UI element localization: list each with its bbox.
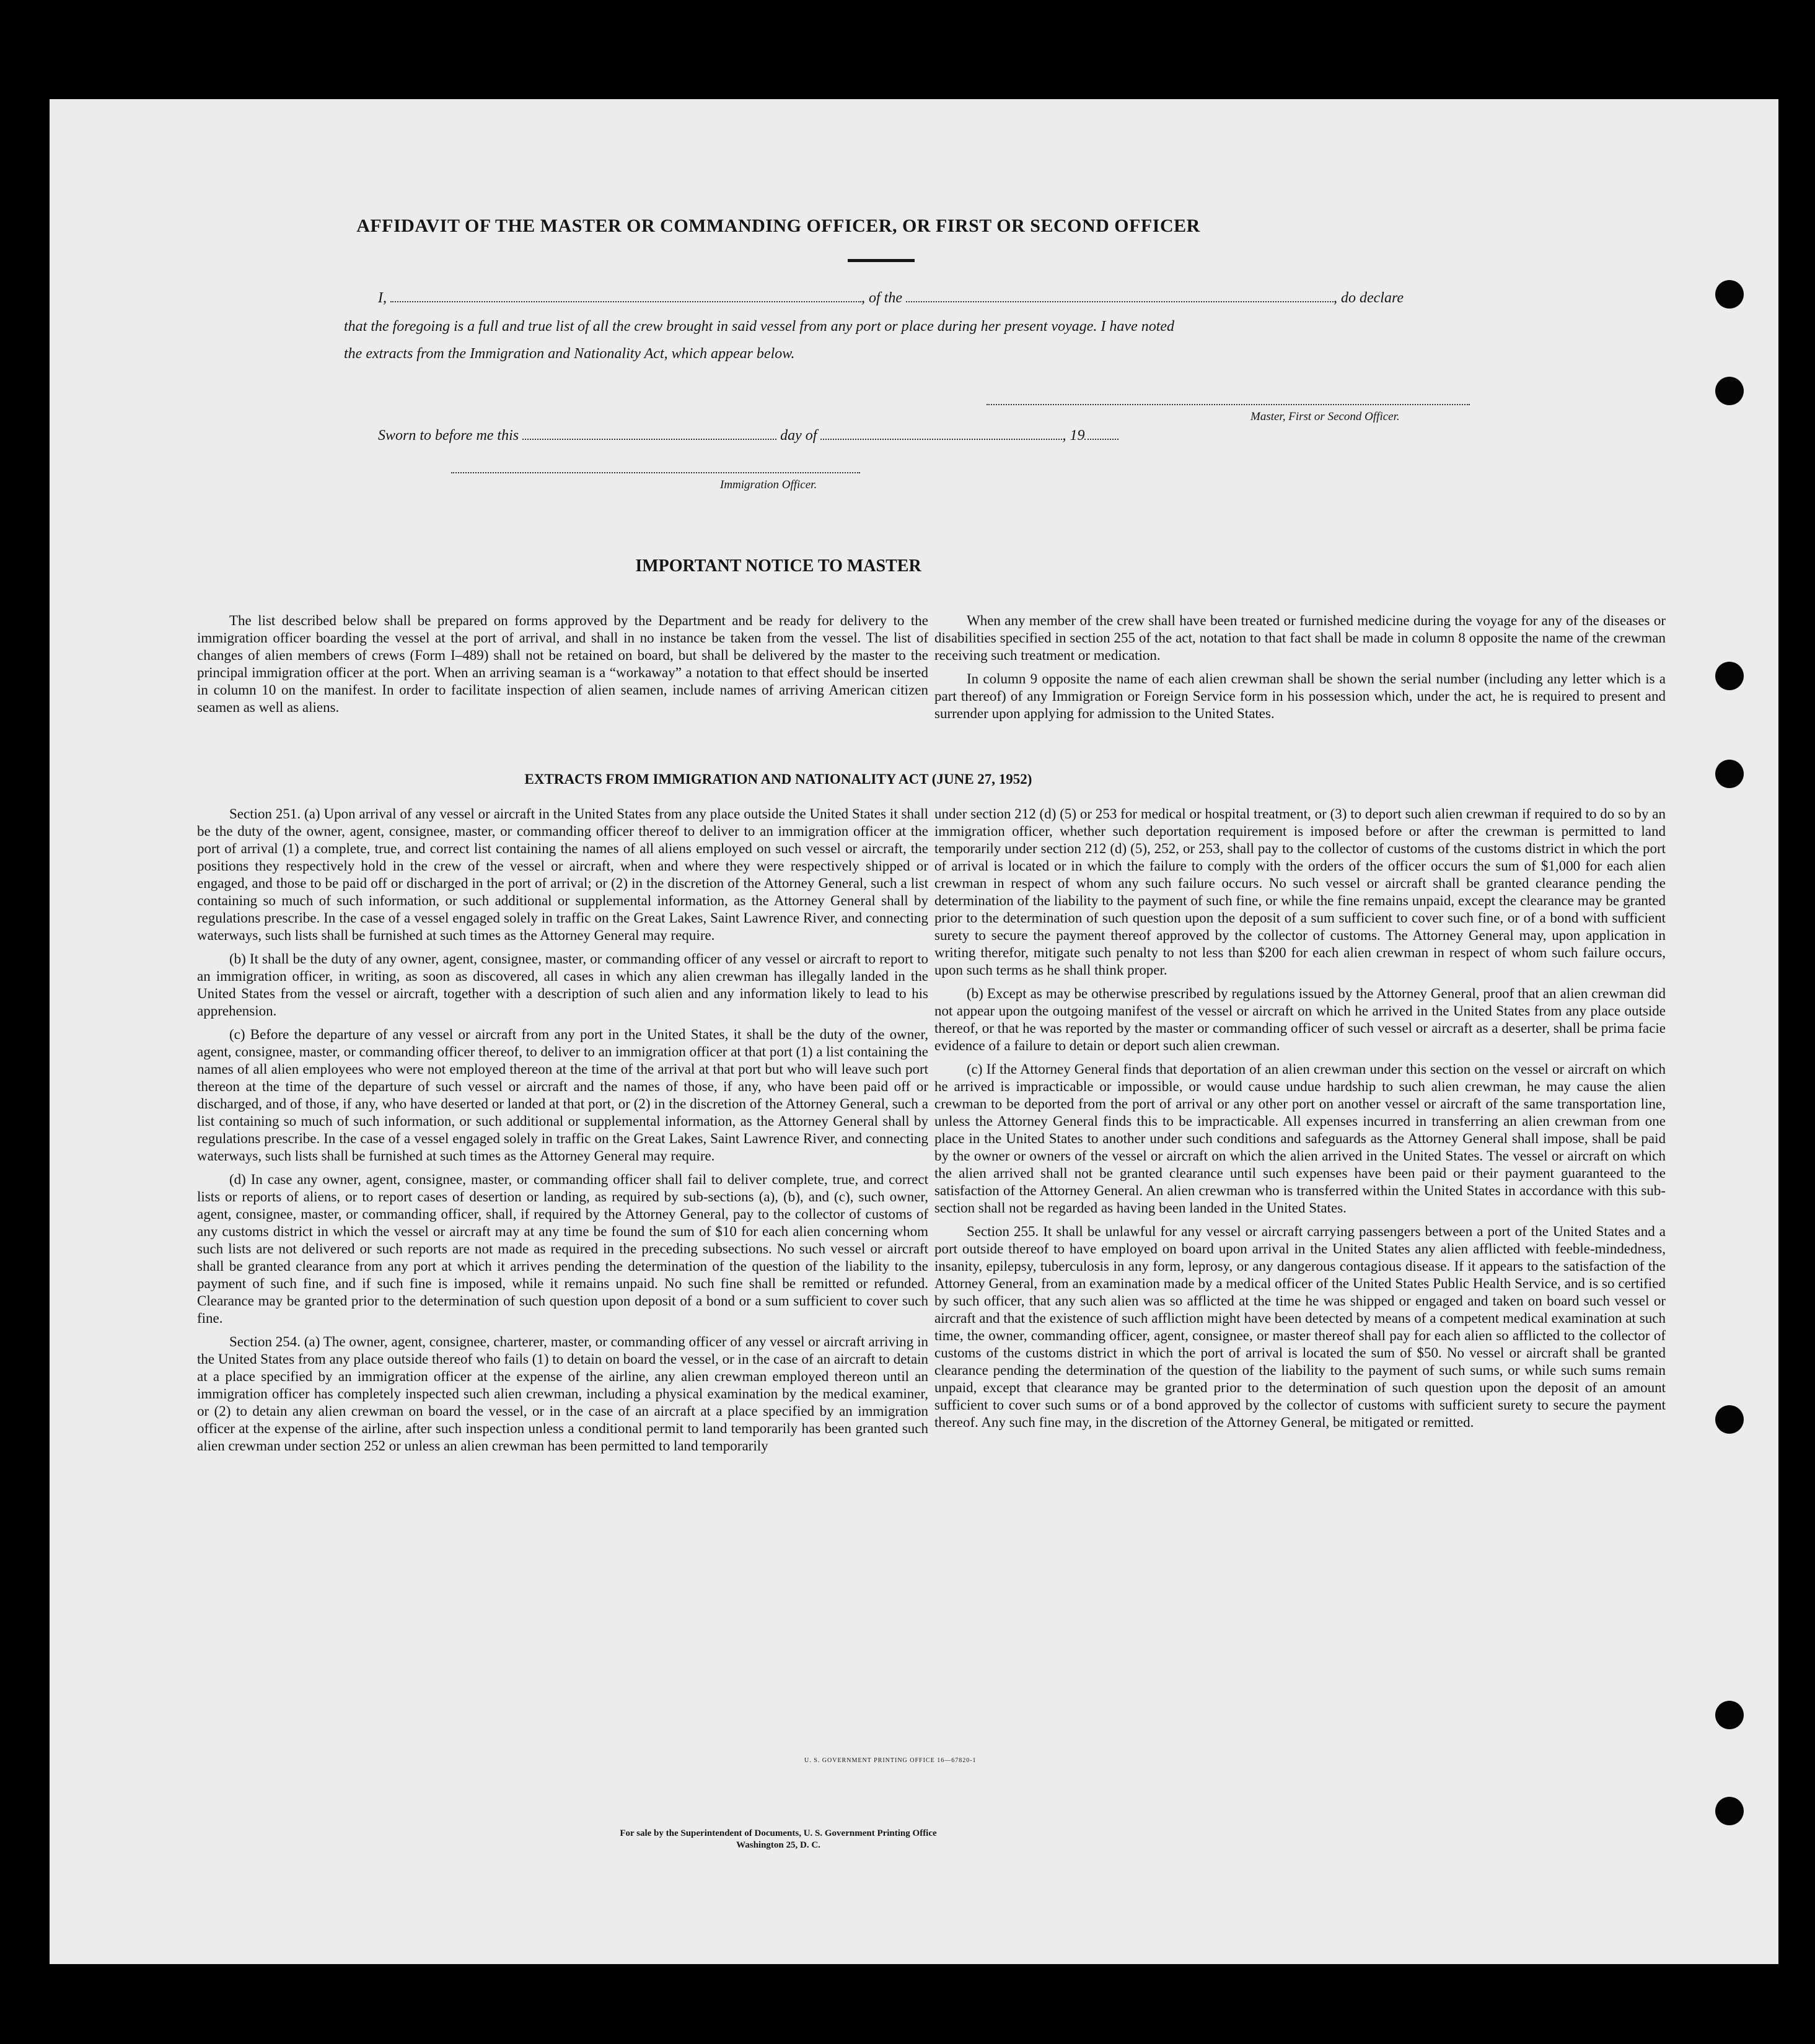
officer-signature-line[interactable]: [451, 471, 860, 473]
section-251-a: Section 251. (a) Upon arrival of any vessel or aircraft in the United States from any place outside the United States it shall be the duty of the owner, agent, consignee, master, or commanding officer thereof to deliver to an immigration officer at the port of arrival (1) a complete, true, and correct list containing the names of all aliens employed on such vessel or aircraft, the positions they respectively hold in the crew of the vessel or aircraft, when and where they were respectively shipped or engaged, and those to be paid off or discharged in the port of arrival; or (2) in the discretion of the Attorney General, such a list containing so much of such information, or such additional or supplemental information, as the Attorney General shall by regulations prescribe. In the case of a vessel engaged solely in traffic on the Great Lakes, Saint Lawrence River, and connecting waterways, such lists shall be furnished at such times as the Attorney General may require.: [197, 806, 928, 943]
binder-hole: [1715, 760, 1744, 788]
binder-hole: [1715, 280, 1744, 309]
name-field[interactable]: [390, 291, 861, 302]
sworn-line: [378, 428, 1118, 444]
declaration-line-2: that the foregoing is a full and true list of all the crew brought in said vessel from any port or place during her present voyage. I have noted: [344, 318, 1175, 335]
binder-hole: [1715, 1405, 1744, 1434]
master-signature-line[interactable]: [987, 403, 1470, 405]
affidavit-title: AFFIDAVIT OF THE MASTER OR COMMANDING OFFICER, OR FIRST OR SECOND OFFICER: [356, 216, 1200, 236]
notice-left-column: [197, 612, 928, 722]
notice-right-paragraph-2: In column 9 opposite the name of each alien crewman shall be shown the serial number (including any letter which is a part thereof) of any Immigration or Foreign Service form in his possession which, under the act, he is required to present and surrender upon applying for admission to the United States.: [934, 671, 1666, 721]
notice-right-paragraph-1: When any member of the crew shall have been treated or furnished medicine during the voyage for any of the diseases or disabilities specified in section 255 of the act, notation to that fact shall be made in column 8 opposite the name of the crewman receiving such treatment or medication.: [934, 613, 1666, 663]
footer-line-1: For sale by the Superintendent of Documents, U. S. Government Printing Office: [620, 1828, 937, 1838]
extracts-left-column: [197, 805, 928, 1461]
master-signature-label: Master, First or Second Officer.: [1250, 410, 1400, 423]
section-255: Section 255. It shall be unlawful for any vessel or aircraft carrying passengers between a port of the United States and a port outside thereof to have employed on board upon arrival in the United States any alien afflicted with feeble-mindedness, insanity, epilepsy, tuberculosis in any form, leprosy, or any dangerous contagious disease. If it appears to the satisfaction of the Attorney General, from an examination made by a medical officer of the United States Public Health Service, and is so certified by such officer, that any such alien was so afflicted at the time he was shipped or engaged and taken on board such vessel or aircraft and that the existence of such affliction might have been detected by means of a competent medical examination at such time, the owner, commanding officer, agent, consignee, or master thereof shall pay for each alien so afflicted to the collector of customs of the customs district in which the port of arrival is located the sum of $50. No vessel or aircraft shall be granted clearance pending the determination of the question of the liability to the payment of such sums, or while such sums remain unpaid, except that clearance may be granted prior to the determination of such question upon the deposit of an amount sufficient to cover such sums or of a bond approved by the collector of customs with sufficient surety to secure the payment thereof. Any such fine may, in the discretion of the Attorney General, be mitigated or remitted.: [934, 1224, 1666, 1430]
section-254-b: (b) Except as may be otherwise prescribed by regulations issued by the Attorney General, proof that an alien crewman did not appear upon the outgoing manifest of the vessel or aircraft on which he arrived in the United States from any place outside thereof, or that he was reported by the master or commanding officer of such vessel or aircraft as a deserter, shall be prima facie evidence of a failure to detain or deport such alien crewman.: [934, 986, 1666, 1053]
officer-signature-label: Immigration Officer.: [720, 478, 817, 491]
printing-office-imprint: U. S. GOVERNMENT PRINTING OFFICE 16—67820-1: [804, 1757, 977, 1764]
day-of-label: day of: [780, 428, 817, 444]
section-251-d: (d) In case any owner, agent, consignee, master, or commanding officer shall fail to deliver complete, true, and correct lists or reports of aliens, or to report cases of desertion or landing, as required by sub-sections (a), (b), and (c), such owner, agent, consignee, master, or commanding officer, shall, if required by the Attorney General, pay to the collector of customs of any customs district in which the vessel or aircraft may at any time be found the sum of $10 for each alien concerning whom such lists are not delivered or such reports are not made as required in the preceding subsections. No such vessel or aircraft shall be granted clearance from any port at which it arrives pending the determination of the question of the liability to the payment of such fine, and if such fine is imposed, while it remains unpaid. No such fine shall be remitted or refunded. Clearance may be granted prior to the determination of such question upon deposit of a bond or a sum sufficient to cover such fine.: [197, 1172, 928, 1326]
sworn-month-field[interactable]: [820, 429, 1062, 440]
section-254-a: Section 254. (a) The owner, agent, consignee, charterer, master, or commanding officer of any vessel or aircraft arriving in the United States from any place outside thereof who fails (1) to detain on board the vessel, or in the case of an aircraft to detain at a place specified by an immigration officer at the expense of the airline, any alien crewman employed thereon until an immigration officer has completely inspected such alien crewman, including a physical examination by the medical examiner, or (2) to detain any alien crewman on board the vessel, or in the case of an aircraft at a place specified by an immigration officer at the expense of the airline, after such inspection unless a conditional permit to land temporarily has been granted such alien crewman under section 252 or unless an alien crewman has been permitted to land temporarily: [197, 1334, 928, 1454]
sworn-day-field[interactable]: [522, 429, 776, 440]
vessel-field[interactable]: [906, 291, 1334, 302]
section-254-a-continued: under section 212 (d) (5) or 253 for medical or hospital treatment, or (3) to deport such alien crewman if required to do so by an immigration officer, whether such deportation requirement is imposed before or after the crewman is permitted to land temporarily under section 212 (d) (5), 252, or 253, shall pay to the collector of customs of the customs district in which the port of arrival is located or in which the failure to comply with the orders of the officer occurs the sum of $1,000 for each alien crewman in respect of whom any such failure occurs. No such vessel or aircraft shall be granted clearance pending the determination of the liability to the payment of such fine, or while the fine remains unpaid, except the clearance may be granted prior to the determination of such question upon the deposit of a sum sufficient to cover such fine, or of a bond with sufficient surety to secure the payment thereof approved by the collector of customs. The Attorney General may, upon application in writing therefor, mitigate such penalty to not less than $200 for each alien crewman in respect of whom such failure occurs, upon such terms as he shall think proper.: [934, 806, 1666, 978]
section-251-c: (c) Before the departure of any vessel or aircraft from any port in the United States, it shall be the duty of the owner, agent, consignee, master, or commanding officer thereof, to deliver to an immigration officer at that port (1) a list containing the names of all alien employees who were not employed thereon at the time of the arrival at that port but who will leave such port thereon at the time of the departure of such vessel or aircraft and the names of those, if any, who have been paid off or discharged, and of those, if any, who have deserted or landed at that port, or (2) in the discretion of the Attorney General, such a list containing so much of such information, or such additional or supplemental information, as the Attorney General shall by regulations prescribe. In the case of a vessel engaged solely in traffic on the Great Lakes, Saint Lawrence River, and connecting waterways, such lists shall be furnished at such times as the Attorney General may require.: [197, 1027, 928, 1164]
notice-heading: IMPORTANT NOTICE TO MASTER: [635, 556, 921, 576]
declaration-line-3: the extracts from the Immigration and Nationality Act, which appear below.: [344, 346, 795, 362]
sworn-year-field[interactable]: [1084, 429, 1118, 440]
year-label: , 19: [1062, 428, 1085, 444]
title-rule: [848, 259, 915, 262]
section-254-c: (c) If the Attorney General finds that deportation of an alien crewman under this section on the vessel or aircraft on which he arrived is impracticable or impossible, or would cause undue hardship to such alien crewman, he may cause the alien crewman to be deported from the port of arrival or any other port on another vessel or aircraft of the same transportation line, unless the Attorney General finds this to be impracticable. All expenses incurred in transferring an alien crewman from one place in the United States to another under such conditions and safeguards as the Attorney General shall impose, shall be paid by the owner or owners of the vessel or aircraft on which the alien arrived in the United States. The vessel or aircraft on which the alien arrived shall not be granted clearance until such expenses have been paid or their payment guaranteed to the satisfaction of the Attorney General. An alien crewman who is transferred within the United States in accordance with this sub-section shall not be regarded as having been landed in the United States.: [934, 1061, 1666, 1216]
i-label: I,: [378, 290, 387, 306]
notice-left-paragraph: The list described below shall be prepared on forms approved by the Department and be ready for delivery to the immigration officer boarding the vessel at the port of arrival, and shall in no instance be taken from the vessel. The list of changes of alien members of crews (Form I–489) shall not be retained on board, but shall be delivered by the master to the principal immigration officer at the port. When an arriving seaman is a “workaway” a notation to that effect should be inserted in column 10 on the manifest. In order to facilitate inspection of alien seamen, include names of arriving American citizen seamen as well as aliens.: [197, 613, 928, 715]
sworn-label: Sworn to before me this: [378, 428, 519, 444]
section-251-b: (b) It shall be the duty of any owner, agent, consignee, master, or commanding officer of any vessel or aircraft to report to an immigration officer, in writing, as soon as discovered, all cases in which any alien crewman has illegally landed in the United States from the vessel or aircraft, together with a description of such alien and any information likely to lead to his apprehension.: [197, 951, 928, 1019]
of-the-label: , of the: [861, 290, 902, 306]
binder-hole: [1715, 662, 1744, 690]
extracts-heading: EXTRACTS FROM IMMIGRATION AND NATIONALITY ACT (JUNE 27, 1952): [524, 771, 1032, 787]
notice-right-column: [934, 612, 1666, 729]
footer-line-2: Washington 25, D. C.: [736, 1840, 820, 1850]
extracts-right-column: [934, 805, 1666, 1437]
do-declare-label: , do declare: [1334, 290, 1404, 306]
binder-hole: [1715, 1701, 1744, 1729]
form-page: [50, 99, 1778, 1964]
footer: [50, 1828, 1507, 1851]
declaration-line-1: [378, 290, 1404, 307]
binder-hole: [1715, 1797, 1744, 1825]
binder-hole: [1715, 377, 1744, 405]
